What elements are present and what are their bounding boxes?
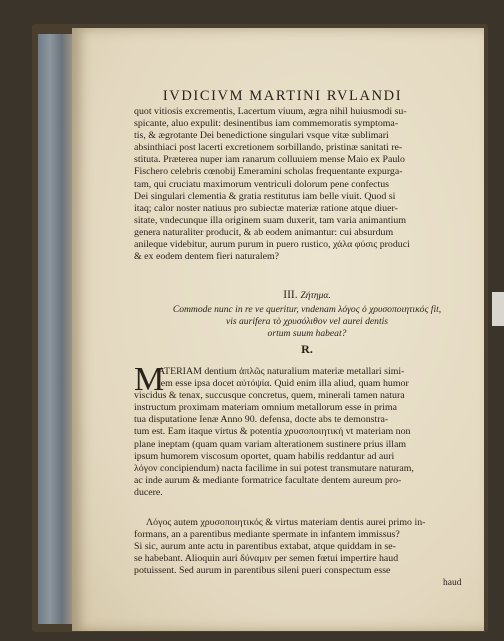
- text-line: viscidus & tenax, succusque concretus, quem, minerali tamen natura: [134, 390, 405, 402]
- text-line: instructum proximam materiam omnium metallorum esse in prima: [134, 402, 398, 414]
- text-line: Si sic, aurum ante actu in parentibus extabat, atque quiddam in se-: [134, 541, 396, 553]
- section-greek: Ζήτημα.: [300, 291, 331, 301]
- text-line: se habebant. Alioquin auri δύναμιν per semen fœtui impertire haud: [134, 553, 399, 565]
- text-line: lem esse ipsa docet αὐτόψία. Quid enim illa aliud, quam humor: [158, 378, 409, 390]
- running-title: IVDICIVM MARTINI RVLANDI: [162, 88, 403, 104]
- response-marker: R.: [301, 342, 313, 356]
- text-line: genera naturaliter producit, & ab eodem animantur: cui absurdum: [134, 226, 394, 238]
- question-line: ortum suum habeat?: [267, 328, 347, 339]
- text-line: plane ineptam (quam quam variam alterationem sustinere prius illam: [134, 438, 407, 450]
- text-line: tam, qui cruciatu maximorum ventriculi dolorum pene confectus: [134, 178, 390, 190]
- text-line: Fischero celebris cœnobij Emeramini scholas frequentante expurga-: [134, 166, 403, 178]
- paragraph-1: [134, 106, 480, 263]
- text-line: formans, an a parentibus mediante spermate in infantem immissus?: [134, 529, 400, 541]
- paragraph-2: [134, 361, 480, 499]
- text-line: Λόγος autem χρυσοποιητικός & virtus materiam dentis aurei primo in-: [146, 517, 426, 528]
- text-line: potuissent. Sed aurum in parentibus sileni pueri conspectum esse: [134, 565, 391, 577]
- drop-cap: M: [134, 361, 165, 398]
- text-line: tum est. Eam itaque virtus & potentia χρυσοποιητική vt materiam non: [134, 426, 411, 438]
- text-line: ipsum humorem viscosum oportet, quam habilis reddantur ad auri: [134, 450, 395, 462]
- text-line: Dei singulari clementia & gratia restitutus iam belle viuit. Quod si: [134, 190, 396, 202]
- paragraph-3: [134, 517, 480, 577]
- text-line: itaq; calor noster natiuus pro subiectæ materiæ ratione atque diuer-: [134, 202, 398, 214]
- section-heading: [134, 289, 480, 301]
- text-line: sitate, vndecunque illa originem suam duxerit, tam varia animantium: [134, 214, 407, 226]
- text-line: tis, & ægrotante Dei benedictione singulari vsque vitæ sublimari: [134, 130, 389, 142]
- text-line: absinthiaci post lacerti excretionem sorbillando, pristinæ sanitati re-: [134, 142, 403, 154]
- text-line: quot vitiosis excrementis, Lacertum viuum, ægra nihil huiusmodi su-: [134, 106, 407, 117]
- page-marker-tab: [492, 292, 504, 326]
- section-number: III.: [283, 289, 298, 301]
- section-question: [134, 304, 480, 340]
- text-line: anileque videbitur, aurum purum in puero rustico, χάλα φύσις produci: [134, 239, 410, 251]
- text-line: spicante, aluo expulit: desinentibus iam commemoratis symptoma-: [134, 118, 399, 130]
- question-line: vis aurifera τὸ χρυσόλιθον vel aurei dentis: [225, 316, 389, 327]
- catchword: haud: [443, 578, 462, 588]
- text-line: λόγον concipiendum) nacta facilime in sui potest transmutare naturam,: [134, 462, 414, 474]
- text-line: ducere.: [134, 486, 163, 498]
- text-line: ac inde aurum & mediante formatrice facultate dentem aureum pro-: [134, 474, 402, 486]
- text-line: & ex eodem dentem fieri naturalem?: [134, 251, 280, 263]
- question-line: Commode nunc in re ve queritur, vndenam λόγος ὁ χρυσοποιητικός fit,: [172, 304, 442, 315]
- page-edges: [38, 34, 72, 624]
- text-line: stituta. Præterea nuper iam ranarum colluuiem mense Maio ex Paulo: [134, 154, 405, 166]
- text-line: ATERIAM dentium ἁπλῶς naturalium materiæ metallari simi-: [158, 366, 405, 377]
- text-line: tua disputatione Ienæ Anno 90. defensa, docte abs te demonstra-: [134, 414, 389, 426]
